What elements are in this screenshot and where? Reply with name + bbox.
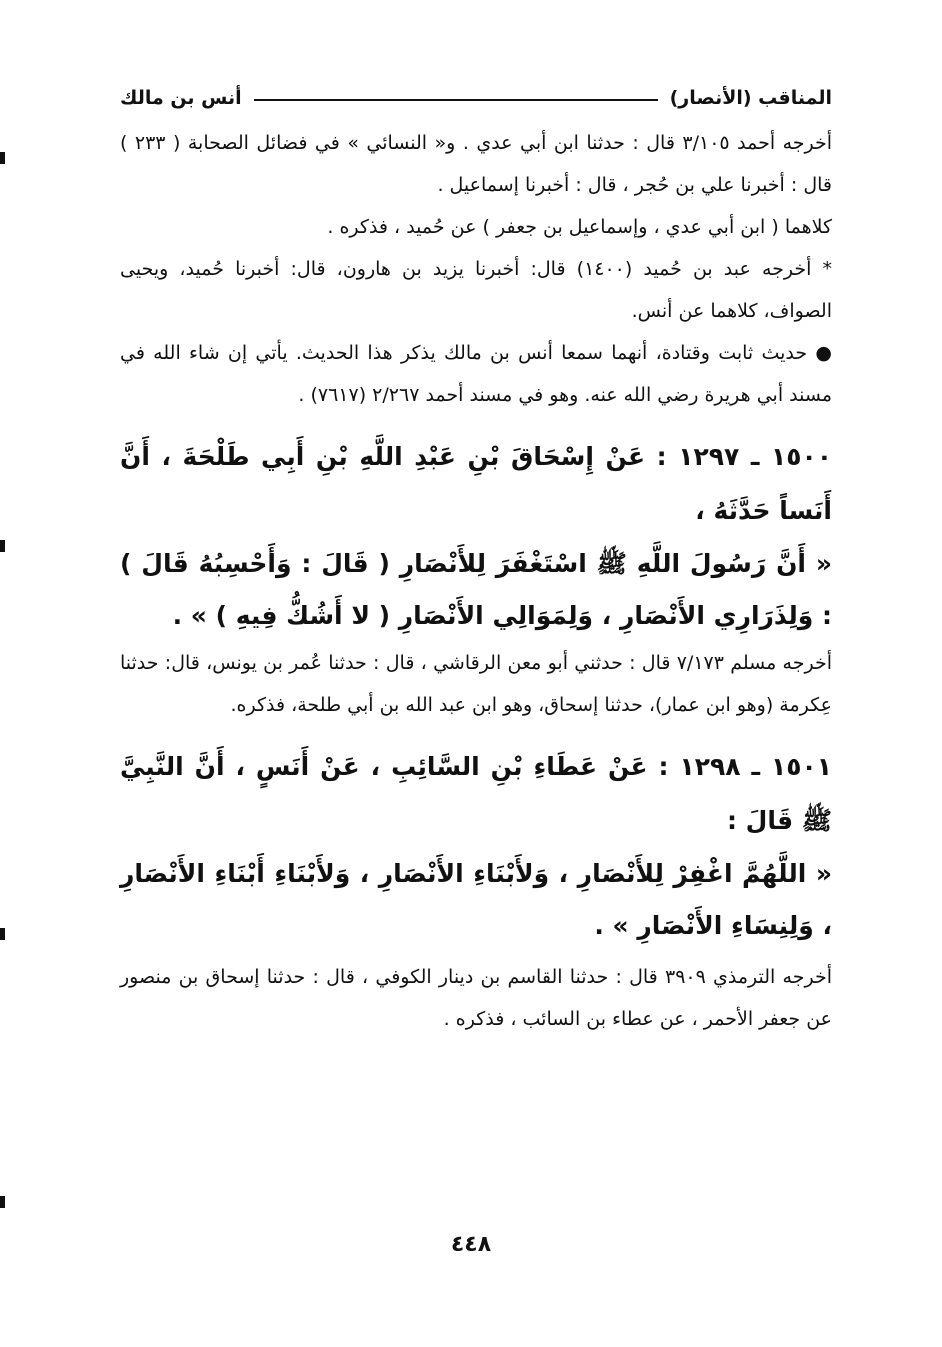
takhrij-note: أخرجه أحمد ٣/١٠٥ قال : حدثنا ابن أبي عدي . و« النسائي » في فضائل الصحابة ( ٢٣٣ ) قال : أخبرنا علي بن حُجر ، قال : أخبرنا إسماعيل . bbox=[120, 132, 833, 196]
scan-edge-mark bbox=[0, 540, 5, 552]
section-title: المناقب (الأنصار) bbox=[669, 87, 832, 109]
hadith-isnad: ١٥٠١ ـ ١٢٩٨ : عَنْ عَطَاءِ بْنِ السَّائِبِ ، عَنْ أَنَسٍ ، أَنَّ النَّبِيَّ ﷺ قَالَ : bbox=[120, 752, 832, 835]
hadith-matn: « اللَّهُمَّ اغْفِرْ لِلأَنْصَارِ ، وَلأَبْنَاءِ الأَنْصَارِ ، وَلأَبْنَاءِ أَبْنَاءِ الأَنْصَارِ ، وَلِنِسَاءِ الأَنْصَارِ » . bbox=[120, 859, 832, 940]
takhrij-note: أخرجه مسلم ٧/١٧٣ قال : حدثني أبو معن الرقاشي ، قال : حدثنا عُمر بن يونس، قال: حدثنا عِكرمة (وهو ابن عمار)، حدثنا إسحاق، وهو ابن عبد الله بن أبي طلحة، فذكره. bbox=[120, 652, 832, 716]
header-rule bbox=[254, 99, 658, 101]
takhrij-note: أخرجه الترمذي ٣٩٠٩ قال : حدثنا القاسم بن دينار الكوفي ، قال : حدثنا إسحاق بن منصور عن جعفر الأحمر ، عن عطاء بن السائب ، فذكره . bbox=[120, 966, 832, 1030]
companion-name: أنس بن مالك bbox=[120, 87, 242, 109]
hadith-matn: « أَنَّ رَسُولَ اللَّهِ ﷺ اسْتَغْفَرَ لِلأَنْصَارِ ( قَالَ : وَأَحْسِبُهُ قَالَ ) : وَلِذَرَارِي الأَنْصَارِ ، وَلِمَوَالِي الأَنْصَارِ ( لا أَشُكُّ فِيهِ ) » . bbox=[120, 549, 832, 630]
takhrij-note: ● حديث ثابت وقتادة، أنهما سمعا أنس بن مالك يذكر هذا الحديث. يأتي إن شاء الله في مسند أبي هريرة رضي الله عنه. وهو في مسند أحمد ٢/٢٦٧ (٧٦١٧) . bbox=[120, 342, 832, 406]
running-header bbox=[120, 78, 832, 118]
takhrij-note: * أخرجه عبد بن حُميد (١٤٠٠) قال: أخبرنا يزيد بن هارون، قال: أخبرنا حُميد، ويحيى الصواف، كلاهما عن أنس. bbox=[120, 258, 833, 322]
hadith-isnad: ١٥٠٠ ـ ١٢٩٧ : عَنْ إِسْحَاقَ بْنِ عَبْدِ اللَّهِ بْنِ أَبِي طَلْحَةَ ، أَنَّ أَنَساً حَدَّثَهُ ، bbox=[120, 442, 833, 525]
scan-edge-mark bbox=[0, 1196, 5, 1208]
takhrij-note: كلاهما ( ابن أبي عدي ، وإسماعيل بن جعفر ) عن حُميد ، فذكره . bbox=[327, 216, 832, 238]
scan-edge-mark bbox=[0, 152, 5, 164]
book-page bbox=[120, 78, 832, 1040]
page-number: ٤٤٨ bbox=[450, 1232, 492, 1257]
scan-edge-mark bbox=[0, 928, 5, 940]
